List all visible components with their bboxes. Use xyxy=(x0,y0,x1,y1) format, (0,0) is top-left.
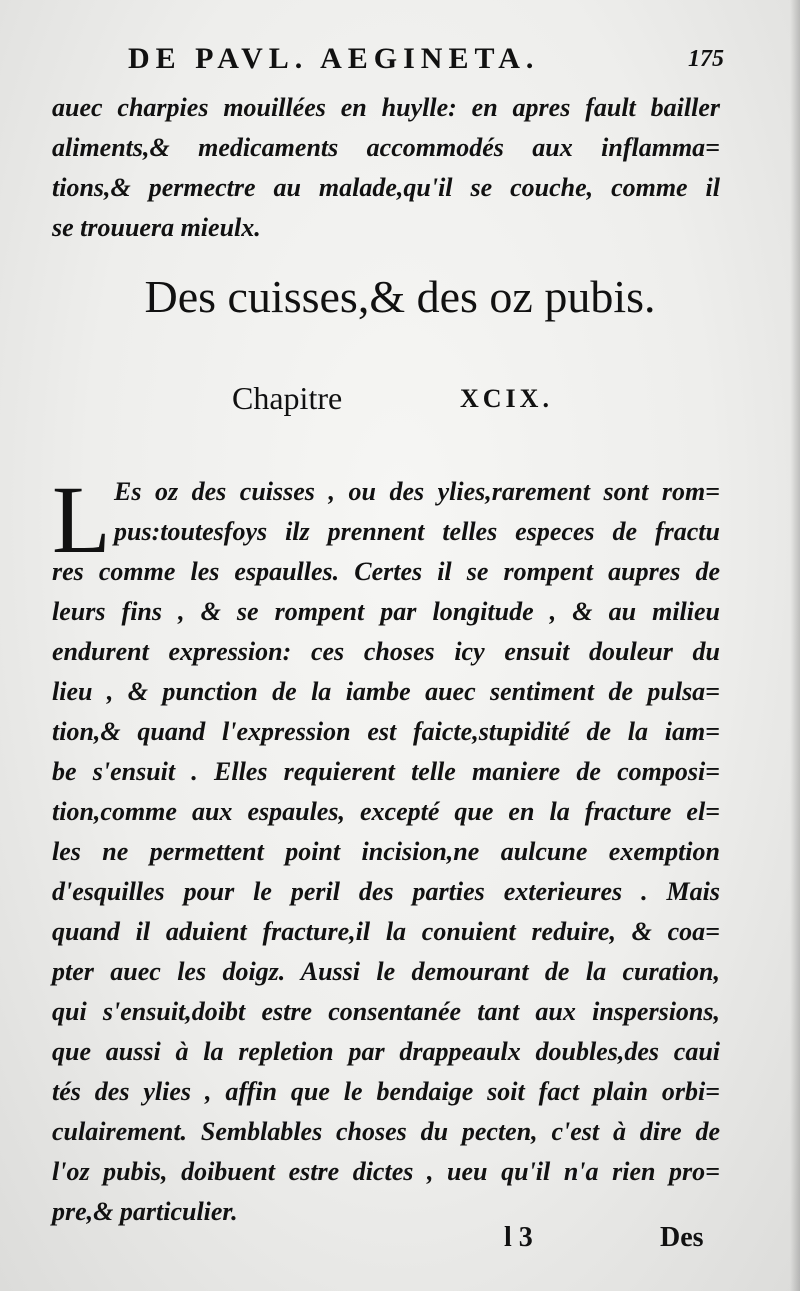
intro-paragraph xyxy=(52,88,720,248)
text-line: qui s'ensuit,doibt estre consentanée tant aux inspersions, xyxy=(52,997,720,1026)
chapter-label: Chapitre xyxy=(232,380,343,416)
running-head xyxy=(0,42,800,82)
text-line: tés des ylies , affin que le bendaige soit fact plain orbi= xyxy=(52,1077,720,1106)
chapter-heading: Des cuisses,& des oz pubis. xyxy=(144,271,656,322)
text-line: lieu , & punction de la iambe auec sentiment de pulsa= xyxy=(52,677,720,706)
text-line: be s'ensuit . Elles requierent telle maniere de composi= xyxy=(52,757,720,786)
text-line: les ne permettent point incision,ne aulcune exemption xyxy=(52,837,720,866)
text-line: tion,comme aux espaules, excepté que en la fracture el= xyxy=(52,797,720,826)
text-line: se trouuera mieulx. xyxy=(52,213,261,242)
text-line: Es oz des cuisses , ou des ylies,rarement sont rom= xyxy=(114,477,720,506)
text-line: quand il aduient fracture,il la conuient reduire, & coa= xyxy=(52,917,720,946)
text-line: leurs fins , & se rompent par longitude , & au milieu xyxy=(52,597,720,626)
running-title: DE PAVL. AEGINETA. xyxy=(128,42,540,75)
main-paragraph xyxy=(52,466,720,1232)
chapter-number: XCIX. xyxy=(460,384,553,413)
text-line: tions,& permectre au malade,qu'il se couche, comme il xyxy=(52,173,720,202)
page-footer xyxy=(0,1222,800,1262)
drop-cap: L xyxy=(52,466,111,573)
text-line: pter auec les doigz. Aussi le demourant de la curation, xyxy=(52,957,720,986)
text-line: d'esquilles pour le peril des parties exterieures . Mais xyxy=(52,877,720,906)
text-line: culairement. Semblables choses du pecten, c'est à dire de xyxy=(52,1117,720,1146)
text-line: tion,& quand l'expression est faicte,stupidité de la iam= xyxy=(52,717,720,746)
text-line: pre,& particulier. xyxy=(52,1197,238,1226)
text-line: que aussi à la repletion par drappeaulx doubles,des caui xyxy=(52,1037,720,1066)
text-line: l'oz pubis, doibuent estre dictes , ueu qu'il n'a rien pro= xyxy=(52,1157,720,1186)
signature-mark: l 3 xyxy=(504,1222,533,1253)
text-line: res comme les espaulles. Certes il se rompent aupres de xyxy=(52,557,720,586)
text-line: endurent expression: ces choses icy ensuit douleur du xyxy=(52,637,720,666)
page-edge-shadow xyxy=(790,0,800,1291)
page-number: 175 xyxy=(688,46,724,72)
text-line: auec charpies mouillées en huylle: en apres fault bailler xyxy=(52,93,720,122)
catchword: Des xyxy=(660,1222,704,1253)
text-line: pus:toutesfoys ilz prennent telles especes de fractu xyxy=(114,517,720,546)
text-line: aliments,& medicaments accommodés aux inflamma= xyxy=(52,133,720,162)
